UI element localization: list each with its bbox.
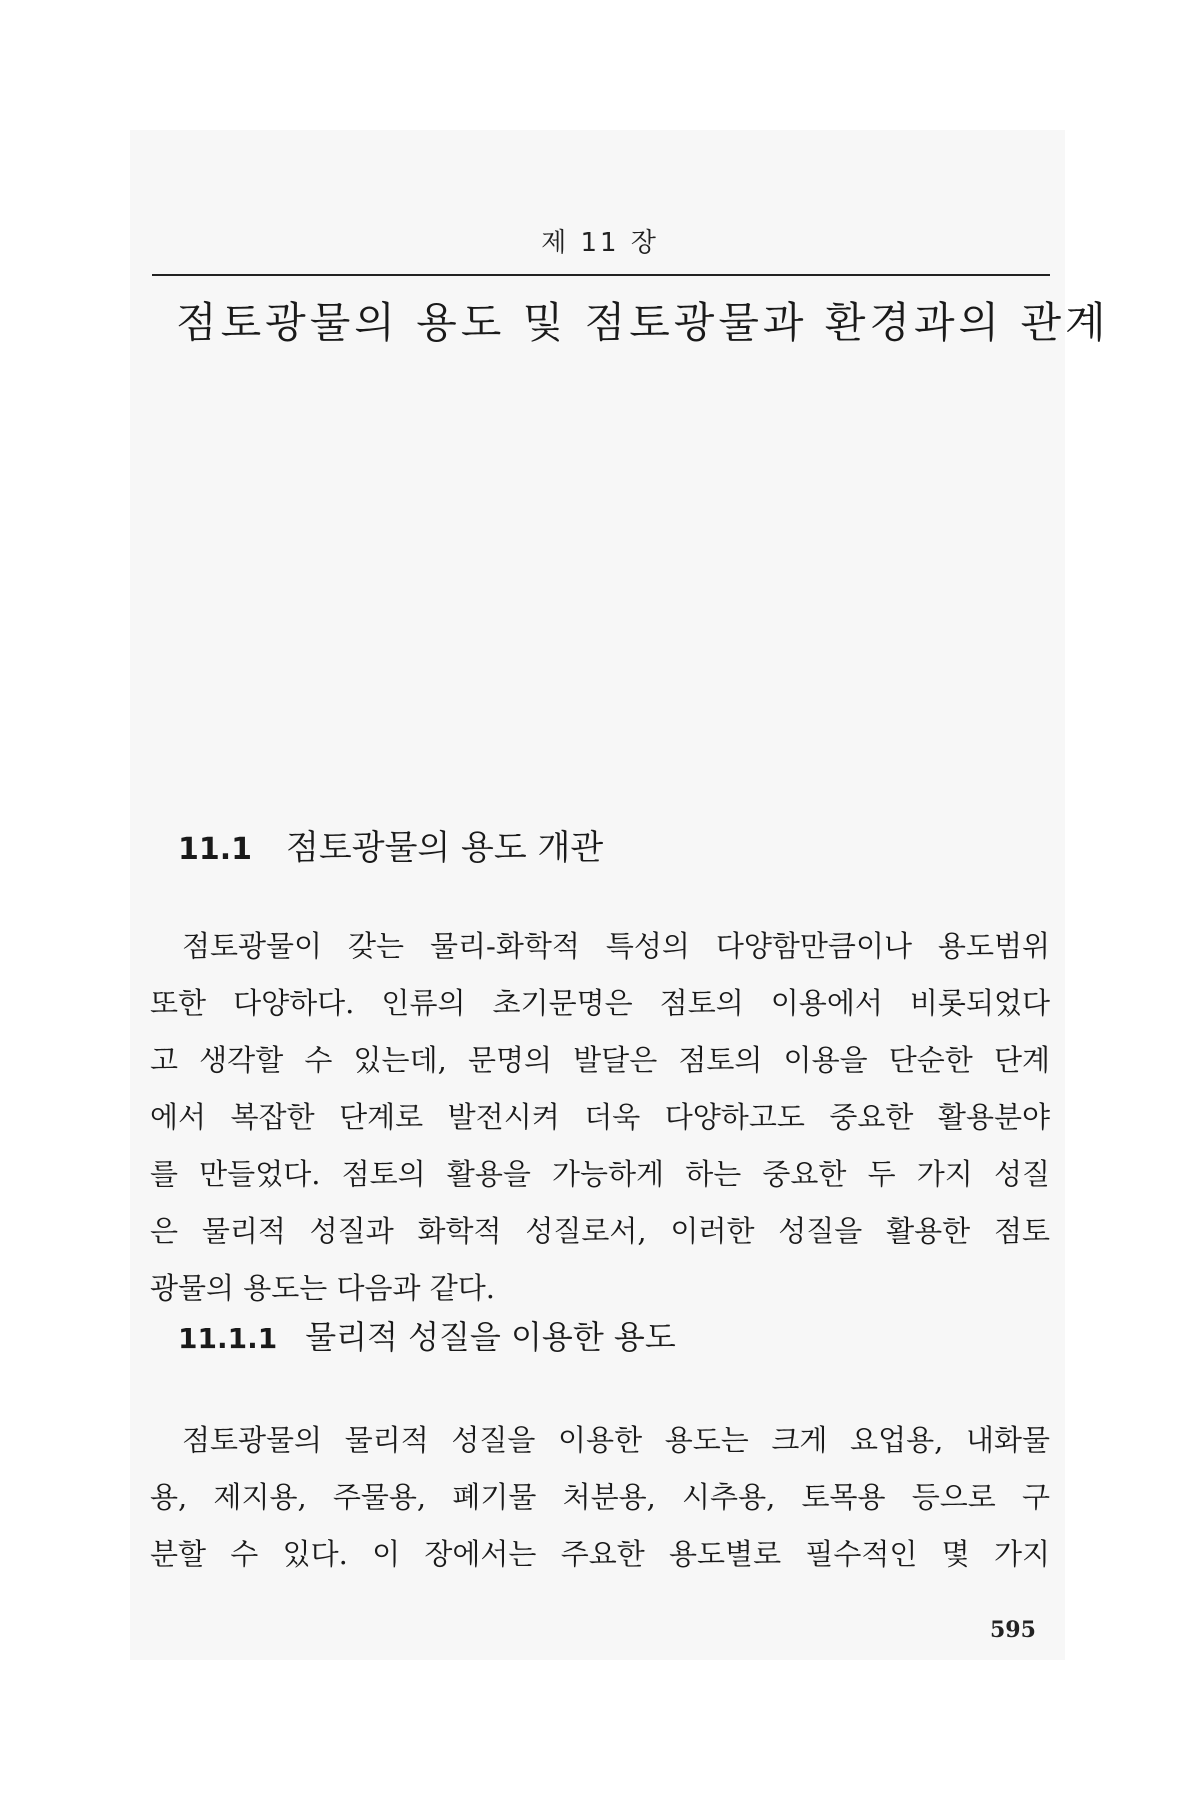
text-line: 고 생각할 수 있는데, 문명의 발달은 점토의 이용을 단순한 단계: [150, 1043, 1050, 1077]
subsection-title: 물리적 성질을 이용한 용도: [305, 1318, 676, 1356]
section-heading: [178, 820, 603, 869]
text-line: 점토광물이 갖는 물리-화학적 특성의 다양함만큼이나 용도범위: [182, 929, 1050, 963]
chapter-title: 점토광물의 용도 및 점토광물과 환경과의 관계: [176, 298, 1110, 347]
text-line: 를 만들었다. 점토의 활용을 가능하게 하는 중요한 두 가지 성질: [150, 1157, 1050, 1191]
section-title: 점토광물의 용도 개관: [286, 828, 604, 868]
text-line: 은 물리적 성질과 화학적 성질로서, 이러한 성질을 활용한 점토: [150, 1214, 1050, 1248]
page-number: 595: [990, 1617, 1036, 1643]
text-line: 또한 다양하다. 인류의 초기문명은 점토의 이용에서 비롯되었다: [150, 986, 1050, 1020]
header-rule: [152, 274, 1050, 276]
subsection-heading: [178, 1312, 676, 1358]
text-line: 광물의 용도는 다음과 같다.: [150, 1271, 496, 1305]
subsection-paragraph: [150, 1412, 1050, 1583]
text-line: 용, 제지용, 주물용, 폐기물 처분용, 시추용, 토목용 등으로 구: [150, 1480, 1050, 1514]
text-line: 분할 수 있다. 이 장에서는 주요한 용도별로 필수적인 몇 가지: [150, 1537, 1050, 1571]
text-line: 점토광물의 물리적 성질을 이용한 용도는 크게 요업용, 내화물: [182, 1423, 1050, 1457]
text-line: 에서 복잡한 단계로 발전시켜 더욱 다양하고도 중요한 활용분야: [150, 1100, 1050, 1134]
subsection-number: 11.1.1: [178, 1322, 278, 1355]
section-number: 11.1: [178, 832, 253, 867]
chapter-label: 제 11 장: [541, 228, 659, 258]
section-paragraph: [150, 918, 1050, 1317]
